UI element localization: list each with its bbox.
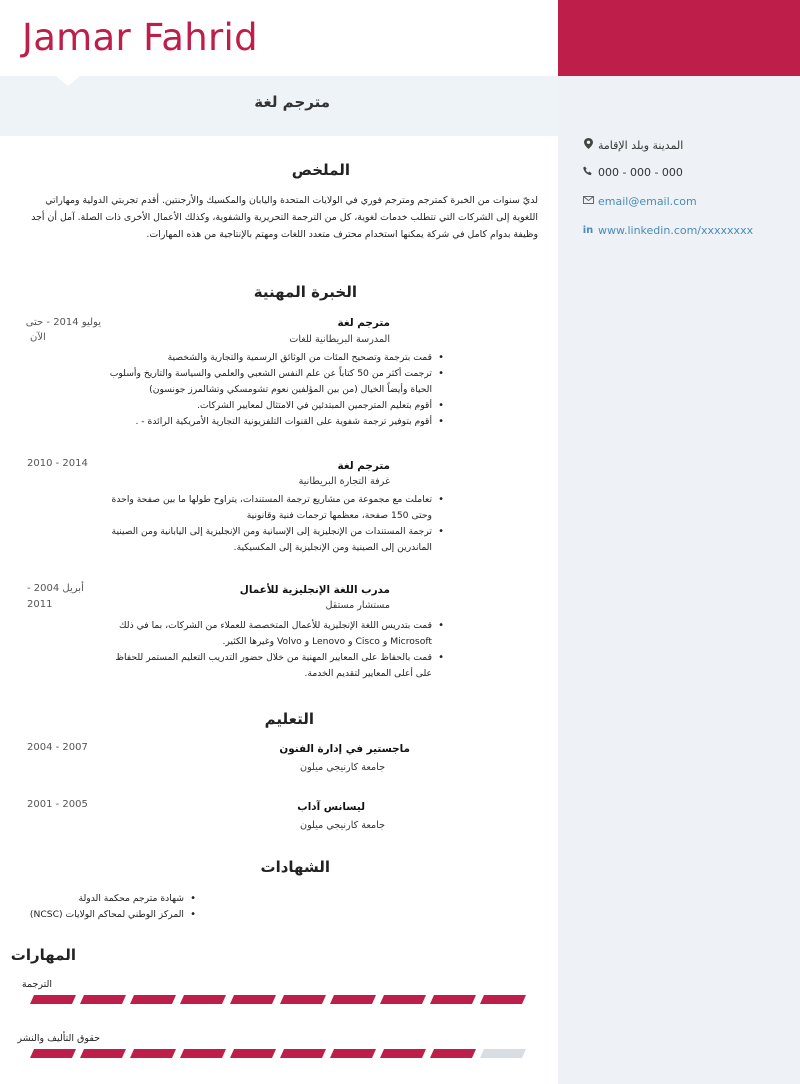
job-3-date-line2: 2011: [27, 599, 53, 610]
contact-location: المدينة وبلد الإقامة: [582, 138, 683, 152]
header-accent-block: [558, 0, 800, 76]
skill-segment: [280, 995, 326, 1004]
skill-segment: [180, 1049, 226, 1058]
skill-2-label: حقوق التأليف والنشر: [17, 1033, 100, 1044]
list-item: • قمت بالحفاظ على المعايير المهنية من خلال حضور التدريب التعليم المستمر للحفاظ على أعلى المعايير لتقديم الخدمة.: [100, 650, 446, 682]
job-2-date: 2010 - 2014: [27, 458, 88, 469]
header-pointer: [56, 76, 80, 86]
phone-icon: [582, 166, 594, 179]
list-item: • ترجمت أكثر من 50 كتاباً عن علم النفس الشعبي والعلمي والسياسة والتاريخ وأسلوب الحياة وأيضاً الخيال (من بين المؤلفين نعوم تشومسكي وتشالمرز جونسون): [100, 366, 446, 398]
job-3-org: مستشار مستقل: [325, 600, 390, 611]
skill-segment: [230, 995, 276, 1004]
skill-segment: [480, 995, 526, 1004]
job-3-role: مدرب اللغة الإنجليزية للأعمال: [239, 584, 390, 596]
skill-segment: [330, 995, 376, 1004]
skill-segment: [430, 1049, 476, 1058]
skill-segment: [280, 1049, 326, 1058]
skill-segment: [380, 995, 426, 1004]
main-column: [0, 136, 558, 1084]
skill-segment: [30, 995, 76, 1004]
edu-2-degree: ليسانس آداب: [297, 801, 365, 813]
envelope-icon: [582, 196, 594, 207]
edu-2-date: 2001 - 2005: [27, 799, 88, 810]
job-1-role: مترجم لغة: [337, 317, 390, 329]
skill-segment: [180, 995, 226, 1004]
skill-segment: [30, 1049, 76, 1058]
skill-2-bar: [30, 1049, 526, 1058]
skill-segment: [80, 995, 126, 1004]
job-2-bullet-list: [100, 492, 446, 556]
skill-segment: [230, 1049, 276, 1058]
skills-title: المهارات: [10, 946, 76, 964]
skill-segment: [380, 1049, 426, 1058]
contact-phone: 000 - 000 - 000: [582, 166, 683, 179]
skill-segment: [80, 1049, 126, 1058]
skill-1-bar: [30, 995, 526, 1004]
list-item: • المركز الوطني لمحاكم الولايات (NCSC): [28, 907, 198, 923]
list-item: • ترجمة المستندات من الإنجليزية إلى الإسبانية ومن الإنجليزية إلى اليابانية ومن الصينية الماندرين إلى الصينية ومن الإنجليزية إلى المكسيكية.: [100, 524, 446, 556]
skill-segment: [480, 1049, 526, 1058]
skill-segment: [330, 1049, 376, 1058]
list-item: • قمت بترجمة وتصحيح المئات من الوثائق الرسمية والتجارية والشخصية: [100, 350, 446, 366]
skill-segment: [130, 995, 176, 1004]
job-1-date-line2: الآن: [30, 332, 46, 343]
job-2-role: مترجم لغة: [337, 460, 390, 472]
contact-email[interactable]: email@email.com: [582, 195, 697, 208]
edu-1-degree: ماجستير في إدارة الفنون: [279, 743, 410, 755]
list-item: • أقوم بتعليم المترجمين المبتدئين في الامتثال لمعايير الشركات.: [100, 398, 446, 414]
job-3-date: أبريل 2004 -: [27, 583, 84, 594]
list-item: • شهادة مترجم محكمة الدولة: [28, 891, 198, 907]
candidate-name: Jamar Fahrid: [22, 16, 258, 59]
education-title: التعليم: [264, 710, 314, 728]
edu-2-school: جامعة كارنيجي ميلون: [300, 820, 385, 831]
job-3-bullet-list: [100, 618, 446, 682]
skill-segment: [430, 995, 476, 1004]
list-item: • تعاملت مع مجموعة من مشاريع ترجمة المستندات، يتراوح طولها ما بين صفحة واحدة وحتى 150 صفحة، معظمها ترجمات فنية وقانونية: [100, 492, 446, 524]
skill-segment: [130, 1049, 176, 1058]
experience-title: الخبرة المهنية: [253, 283, 357, 301]
linkedin-icon: in: [582, 225, 594, 236]
list-item: • أقوم بتوفير ترجمة شفوية على القنوات التلفزيونية التجارية الأمريكية الرائدة - .: [100, 414, 446, 430]
skill-1-label: الترجمة: [21, 979, 52, 990]
job-1-bullet-list: [100, 350, 446, 430]
list-item: • قمت بتدريس اللغة الإنجليزية للأعمال المتخصصة للعملاء من الشركات، بما في ذلك Microsoft و Cisco و Lenovo و Volvo وغيرها الكثير.: [100, 618, 446, 650]
job-title: مترجم لغة: [254, 93, 330, 111]
contact-linkedin[interactable]: in www.linkedin.com/xxxxxxxx: [582, 224, 754, 237]
job-1-date: يوليو 2014 - حتى: [25, 317, 101, 328]
summary-title: الملخص: [291, 161, 350, 179]
job-2-org: غرفة التجارة البريطانية: [298, 476, 390, 487]
edu-1-school: جامعة كارنيجي ميلون: [300, 762, 385, 773]
job-1-org: المدرسة البريطانية للغات: [289, 334, 390, 345]
certificates-title: الشهادات: [260, 858, 330, 876]
map-pin-icon: [582, 138, 594, 152]
edu-1-date: 2004 - 2007: [27, 742, 88, 753]
certificates-list: [28, 891, 198, 923]
summary-text: لديّ سنوات من الخبرة كمترجم ومترجم فوري في الولايات المتحدة واليابان والمكسيك والأرجنتين. أقدم تجربتي الدولية ومهاراتي اللغوية إلى الشركات التي تتطلب خدمات لغوية، كل من الترجمة التحريرية والشفوية، وكذلك الأعمال الأخرى ذات الصلة. آمل أن أجد وظيفة بدوام كامل في شركة يمكنها استخدام محترف متعدد اللغات ومهتم بالإنتاجية من هذه المهارات.: [31, 195, 538, 240]
